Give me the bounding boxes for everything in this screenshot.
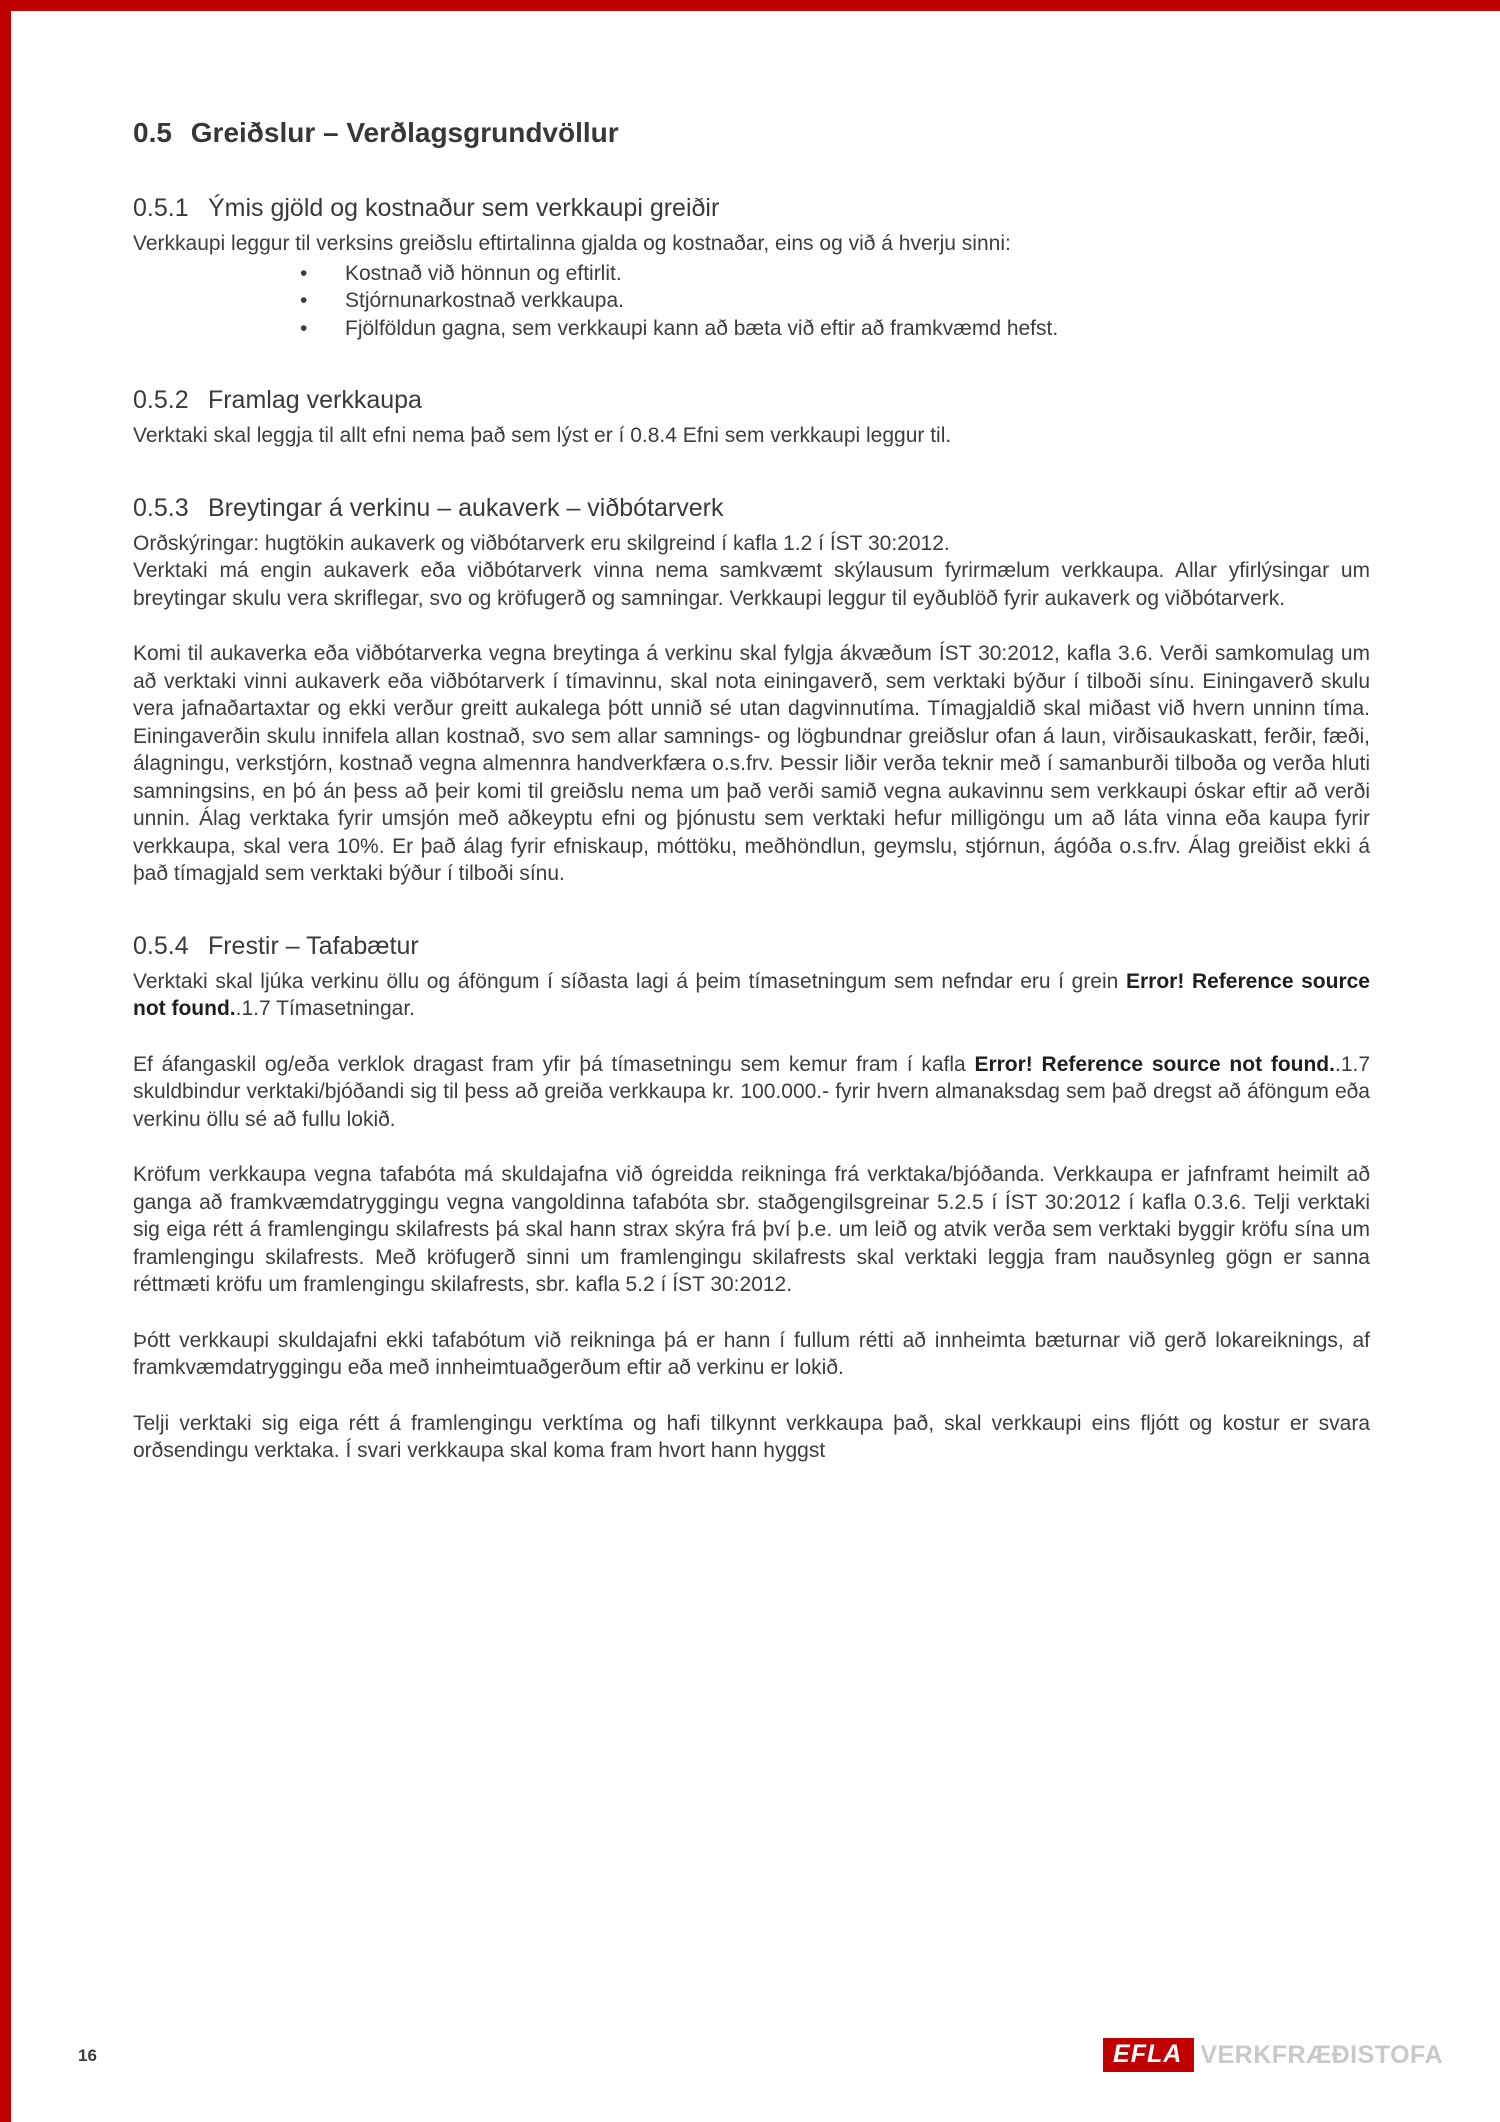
paragraph: Þótt verkkaupi skuldajafni ekki tafabótum við reikninga þá er hann í fullum rétti að innheimta bæturnar við gerð lokareiknings, af framkvæmdatryggingu eða með innheimtuaðgerðum eftir að verkinu er lokið. <box>133 1328 1370 1379</box>
document-content <box>133 116 1370 1493</box>
page-number: 16 <box>78 2046 97 2065</box>
section-heading-0-5-4 <box>133 930 1370 962</box>
section-number: 0.5.1 <box>133 194 189 222</box>
paragraph: Orðskýringar: hugtökin aukaverk og viðbótarverk eru skilgreind í kafla 1.2 í ÍST 30:2012. <box>133 531 950 555</box>
bullet-item: • Stjórnunarkostnað verkkaupa. <box>133 287 1370 315</box>
section-title: Framlag verkkaupa <box>207 386 422 414</box>
paragraph-text: .1.7 skuldbindur verktaki/bjóðandi sig til þess að greiða verkkaupa kr. 100.000.- fyrir hvern almanaksdag sem það dregst að áföngum eða verkinu öllu sé að fullu lokið. <box>133 1052 1371 1131</box>
paragraph: Komi til aukaverka eða viðbótarverka vegna breytinga á verkinu skal fylgja ákvæðum ÍST 30:2012, kafla 3.6. Verði samkomulag um að verktaki vinni aukaverk eða viðbótarverk í tímavinnu, skal nota einingaverð, sem verktaki býður í tilboði sínu. Einingaverð skulu vera jafnaðartaxtar og ekki verður greitt aukalega þótt unnið sé utan dagvinnutíma. Tímagjaldið skal miðast við hvern unninn tíma. Einingaverðin skulu innifela allan kostnað, svo sem allar samnings- og lögbundnar greiðslur ofan á laun, virðisaukaskatt, ferðir, fæði, álagningu, verkstjórn, kostnað vegna almennra handverkfæra o.s.frv. Þessir liðir verða teknir með í samanburði tilboða og verða hluti samningsins, en þó án þess að þeir komi til greiðslu nema um það verði samið vegna aukavinnu sem verkkaupi óskar eftir að verði unnin. Álag verktaka fyrir umsjón með aðkeyptu efni og þjónustu sem verktaki hefur milligöngu um að láta vinna eða kaupa fyrir verkkaupa, skal vera 10%. Er það álag fyrir efniskaup, móttöku, meðhöndlun, geymslu, stjórnun, ágóða o.s.frv. Álag greiðist ekki á það tímagjald sem verktaki býður í tilboði sínu. <box>133 642 1370 885</box>
paragraph: Verktaki skal leggja til allt efni nema það sem lýst er í 0.8.4 Efni sem verkkaupi leggur til. <box>133 424 952 447</box>
section-heading-0-5-3 <box>133 492 1370 524</box>
section-number: 0.5.3 <box>133 493 189 522</box>
bullet-list <box>133 260 1370 343</box>
efla-logo <box>1103 2038 1443 2072</box>
paragraph-text: Verktaki skal ljúka verkinu öllu og áföngum í síðasta lagi á þeim tímasetningum sem nefndar eru í grein <box>133 969 1126 993</box>
error-reference-text: Error! Reference source not found. <box>974 1052 1335 1076</box>
section-number: 0.5.2 <box>133 386 189 414</box>
left-accent-bar <box>0 0 11 2122</box>
paragraph-text: Ef áfangaskil og/eða verklok dragast fram yfir þá tímasetningu sem kemur fram í kafla <box>133 1052 975 1076</box>
paragraph <box>133 968 1370 1023</box>
bullet-item: • Fjölföldun gagna, sem verkkaupi kann að bæta við eftir að framkvæmd hefst. <box>133 315 1370 343</box>
efla-logo-mark: EFLA <box>1103 2038 1194 2072</box>
section-title: Breytingar á verkinu – aukaverk – viðbótarverk <box>207 493 724 522</box>
top-accent-bar <box>0 0 1500 11</box>
section-title: Ýmis gjöld og kostnaður sem verkkaupi greiðir <box>207 194 720 222</box>
paragraph: Verkkaupi leggur til verksins greiðslu eftirtalinna gjalda og kostnaðar, eins og við á hverju sinni: <box>133 232 1011 255</box>
section-heading-0-5-1 <box>133 192 1370 224</box>
error-reference-text: Error! Reference source not found. <box>133 969 1370 1020</box>
paragraph <box>133 1051 1370 1134</box>
section-title: Frestir – Tafabætur <box>207 931 419 960</box>
section-heading-0-5 <box>133 116 1370 150</box>
paragraph-text: .1.7 Tímasetningar. <box>235 997 416 1020</box>
section-heading-0-5-2 <box>133 384 1370 416</box>
section-title: Greiðslur – Verðlagsgrundvöllur <box>190 117 619 148</box>
paragraph: Verktaki má engin aukaverk eða viðbótarverk vinna nema samkvæmt skýlausum fyrirmælum verkkaupa. Allar yfirlýsingar um breytingar skulu vera skriflegar, svo og kröfugerð og samningar. Verkkaupi leggur til eyðublöð fyrir aukaverk og viðbótarverk. <box>133 559 1370 610</box>
paragraph: Kröfum verkkaupa vegna tafabóta má skuldajafna við ógreidda reikninga frá verktaka/bjóðanda. Verkkaupa er jafnframt heimilt að ganga að framkvæmdatryggingu vegna vangoldinna tafabóta sbr. staðgengilsgreinar 5.2.5 í ÍST 30:2012 í kafla 0.3.6. Telji verktaki sig eiga rétt á framlengingu skilafrests þá skal hann strax skýra frá því þ.e. um leið og atvik verða sem verktaki byggir kröfu sína um framlengingu skilafrests. Með kröfugerð sinni um framlengingu skilafrests skal verktaki leggja fram nauðsynleg gögn er sanna réttmæti kröfu um framlengingu skilafrests, sbr. kafla 5.2 í ÍST 30:2012. <box>133 1163 1370 1296</box>
section-number: 0.5.4 <box>133 931 189 960</box>
paragraph: Telji verktaki sig eiga rétt á framlengingu verktíma og hafi tilkynnt verkkaupa það, skal verkkaupi eins fljótt og kostur er svara orðsendingu verktaka. Í svari verkkaupa skal koma fram hvort hann hyggst <box>133 1411 1370 1462</box>
section-number: 0.5 <box>133 117 172 148</box>
efla-logo-suffix: VERKFRÆÐISTOFA <box>1200 2040 1443 2069</box>
bullet-item: • Kostnað við hönnun og eftirlit. <box>133 260 1370 288</box>
